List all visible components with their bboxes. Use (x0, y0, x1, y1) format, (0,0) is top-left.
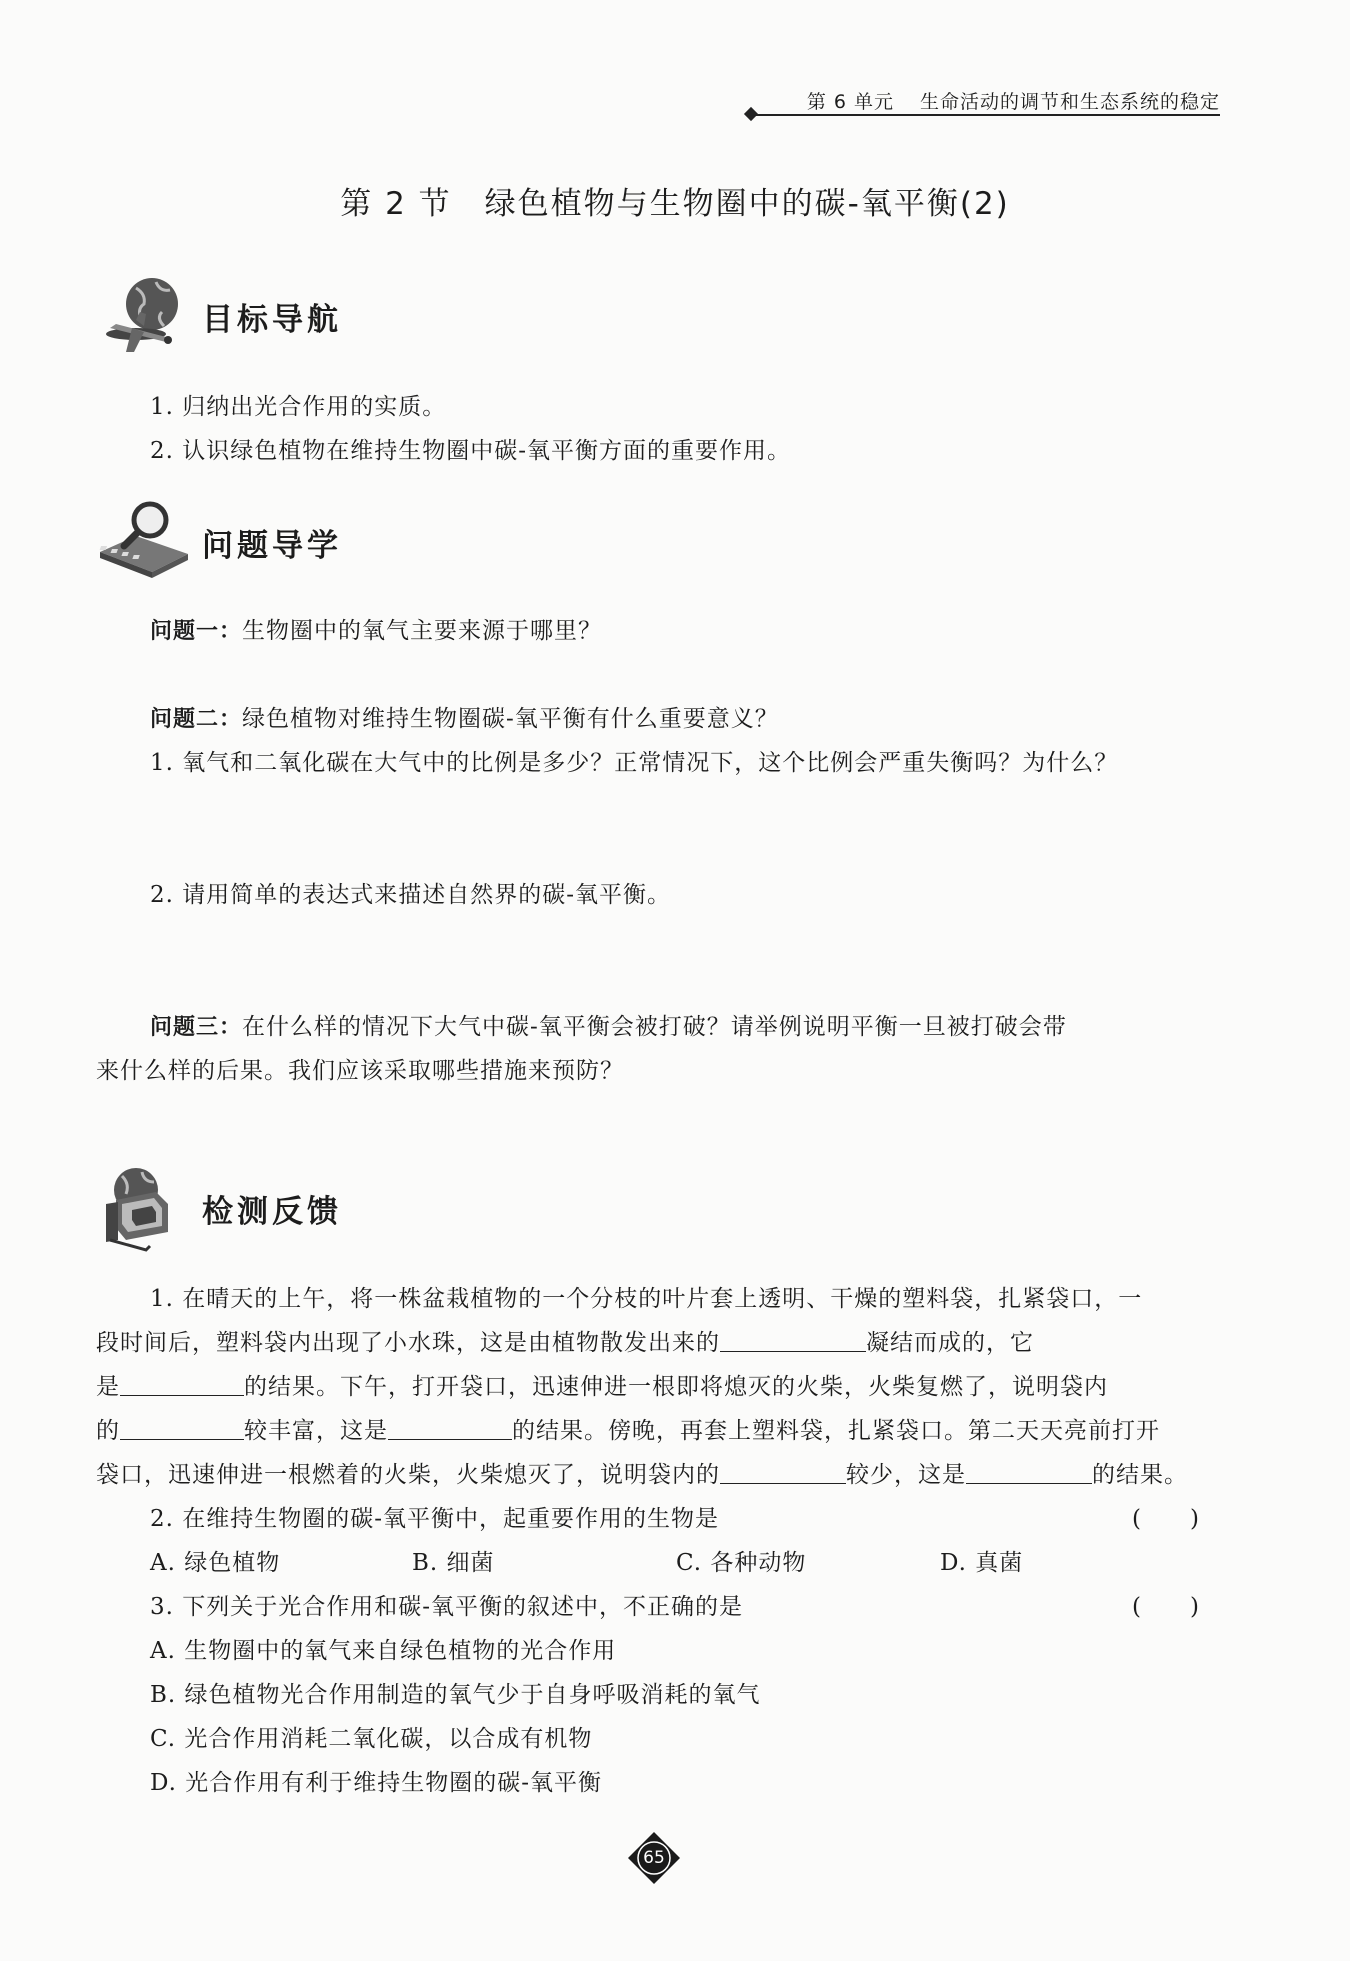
running-header (752, 84, 1220, 116)
question-two-text: 绿色植物对维持生物圈碳-氧平衡有什么重要意义？ (242, 706, 779, 732)
magnifier-keyboard-icon (96, 494, 192, 590)
feedback-q1-line: 1. 在晴天的上午，将一株盆栽植物的一个分枝的叶片套上透明、干燥的塑料袋，扎紧袋口，一 (150, 1286, 1143, 1312)
question-stem: 2. 在维持生物圈的碳-氧平衡中，起重要作用的生物是 (150, 1506, 720, 1532)
answer-paren[interactable]: ( ) (1132, 1506, 1200, 1532)
text-segment: 是 (96, 1374, 120, 1400)
text-segment: 的 (96, 1418, 120, 1444)
option-a[interactable]: A. 生物圈中的氧气来自绿色植物的光合作用 (150, 1638, 617, 1664)
question-one-label: 问题一： (150, 619, 243, 644)
text-segment: 凝结而成的，它 (866, 1330, 1034, 1356)
answer-blank[interactable] (120, 1373, 244, 1396)
option-b[interactable]: B. 细菌 (412, 1550, 495, 1576)
section-guide-header (96, 494, 342, 590)
text-segment: 的结果。下午，打开袋口，迅速伸进一根即将熄灭的火柴，火柴复燃了，说明袋内 (244, 1374, 1108, 1400)
option-c[interactable]: C. 各种动物 (676, 1550, 807, 1576)
text-segment: 段时间后，塑料袋内出现了小水珠，这是由植物散发出来的 (96, 1330, 720, 1356)
feedback-q1-line (96, 1416, 1160, 1446)
option-c[interactable]: C. 光合作用消耗二氧化碳，以合成有机物 (150, 1726, 593, 1752)
question-two-sub-2: 2. 请用简单的表达式来描述自然界的碳-氧平衡。 (150, 882, 672, 908)
question-two-label: 问题二： (150, 707, 243, 732)
option-a[interactable]: A. 绿色植物 (150, 1550, 281, 1576)
globe-airplane-icon (96, 268, 192, 364)
answer-blank[interactable] (120, 1417, 244, 1440)
question-one (150, 616, 602, 647)
question-two-sub-1: 1. 氧气和二氧化碳在大气中的比例是多少？正常情况下，这个比例会严重失衡吗？为什么？ (150, 750, 1119, 776)
question-three (150, 1012, 1067, 1043)
option-d[interactable]: D. 真菌 (940, 1550, 1024, 1576)
section-guide-label: 问题导学 (202, 527, 342, 564)
goal-item: 2. 认识绿色植物在维持生物圈中碳-氧平衡方面的重要作用。 (150, 438, 792, 464)
unit-title: 生命活动的调节和生态系统的稳定 (919, 90, 1220, 113)
answer-blank[interactable] (966, 1461, 1092, 1484)
section-goals-label: 目标导航 (202, 301, 342, 338)
header-rule (752, 114, 1220, 116)
question-three-continued: 来什么样的后果。我们应该采取哪些措施来预防？ (96, 1058, 624, 1084)
unit-number: 第 6 单元 (806, 90, 894, 113)
section-goals-header (96, 268, 342, 364)
text-segment: 袋口，迅速伸进一根燃着的火柴，火柴熄灭了，说明袋内的 (96, 1462, 720, 1488)
section-feedback-header (96, 1160, 342, 1256)
section-feedback-label: 检测反馈 (202, 1193, 342, 1230)
feedback-q3-stem: 3. 下列关于光合作用和碳-氧平衡的叙述中，不正确的是 (150, 1594, 744, 1620)
feedback-q2-stem (150, 1504, 1250, 1534)
text-segment: 较丰富，这是 (244, 1418, 388, 1444)
feedback-q1-line (96, 1460, 1188, 1490)
text-segment: 的结果。傍晚，再套上塑料袋，扎紧袋口。第二天天亮前打开 (512, 1418, 1160, 1444)
answer-blank[interactable] (388, 1417, 512, 1440)
question-three-text: 在什么样的情况下大气中碳-氧平衡会被打破？请举例说明平衡一旦被打破会带 (242, 1014, 1067, 1040)
answer-paren[interactable]: ( ) (1132, 1594, 1200, 1620)
goal-item: 1. 归纳出光合作用的实质。 (150, 394, 447, 420)
feedback-q1-line (96, 1328, 1034, 1358)
page-number-badge (628, 1832, 680, 1884)
answer-blank[interactable] (720, 1329, 866, 1352)
text-segment: 较少，这是 (846, 1462, 966, 1488)
feedback-q1-line (96, 1372, 1108, 1402)
question-one-text: 生物圈中的氧气主要来源于哪里？ (242, 618, 603, 644)
text-segment: 的结果。 (1092, 1462, 1188, 1488)
option-d[interactable]: D. 光合作用有利于维持生物圈的碳-氧平衡 (150, 1770, 603, 1796)
page-number: 65 (643, 1848, 665, 1868)
computer-monitor-icon (96, 1160, 192, 1256)
page-title: 第 2 节 绿色植物与生物圈中的碳-氧平衡(2) (340, 186, 1010, 222)
question-three-label: 问题三： (150, 1015, 243, 1040)
option-b[interactable]: B. 绿色植物光合作用制造的氧气少于自身呼吸消耗的氧气 (150, 1682, 761, 1708)
answer-blank[interactable] (720, 1461, 846, 1484)
question-two (150, 704, 779, 735)
